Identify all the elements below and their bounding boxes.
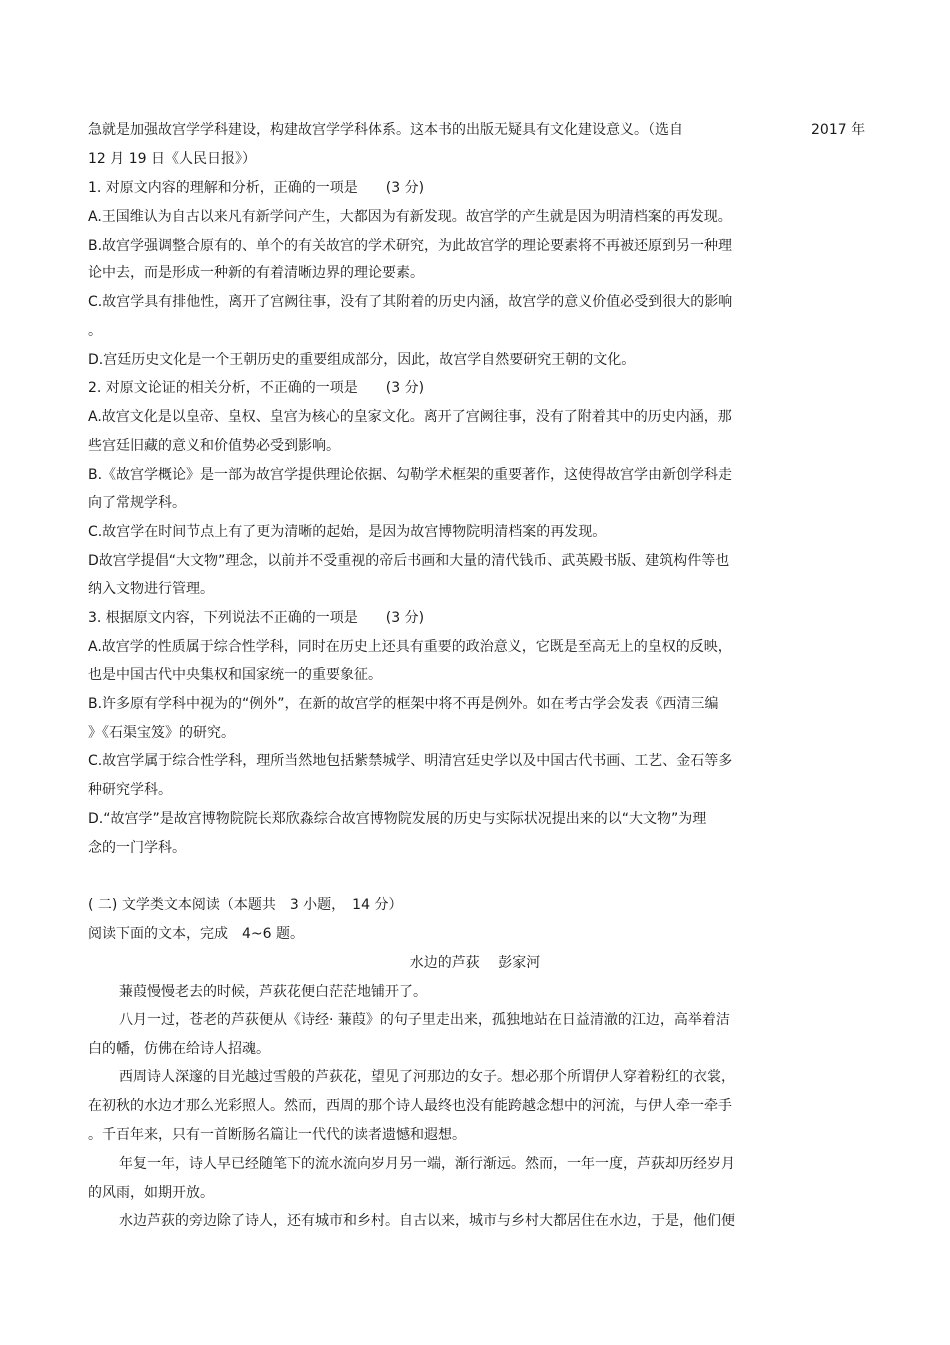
text-line: 论中去，而是形成一种新的有着清晰边界的理论要素。 xyxy=(88,265,424,281)
paragraph-line: 水边芦荻的旁边除了诗人，还有城市和乡村。自古以来，城市与乡村大都居住在水边，于是，他们便 xyxy=(119,1213,735,1229)
text-line: 向了常规学科。 xyxy=(88,495,186,511)
paragraph-line: 。千百年来，只有一首断肠名篇让一代代的读者遗憾和遐想。 xyxy=(88,1127,466,1143)
option-d: D.“故宫学”是故宫博物院院长郑欣淼综合故宫博物院发展的历史与实际状况提出来的以“大文物”为理 xyxy=(88,811,707,827)
paragraph-line: 八月一过，苍老的芦荻便从《诗经· 蒹葭》的句子里走出来，孤独地站在日益清澈的江边，高举着洁 xyxy=(119,1012,730,1028)
option-d: D.宫廷历史文化是一个王朝历史的重要组成部分，因此，故宫学自然要研究王朝的文化。 xyxy=(88,352,636,368)
paragraph-line: 的风雨，如期开放。 xyxy=(88,1185,214,1201)
option-b: B.《故宫学概论》是一部为故宫学提供理论依据、勾勒学术框架的重要著作，这使得故宫学由新创学科走 xyxy=(88,467,733,483)
paragraph-line: 白的幡，仿佛在给诗人招魂。 xyxy=(88,1041,270,1057)
question-3: 3. 根据原文内容，下列说法不正确的一项是 (3 分) xyxy=(88,610,425,626)
article-title: 水边的芦荻 彭家河 xyxy=(409,955,541,971)
instruction-line: 阅读下面的文本，完成 4~6 题。 xyxy=(88,926,304,942)
text-line: 种研究学科。 xyxy=(88,782,172,798)
option-a: A.故宫文化是以皇帝、皇权、皇宫为核心的皇家文化。离开了宫阙往事，没有了附着其中的历史内涵，那 xyxy=(88,409,732,425)
text-line: 些宫廷旧藏的意义和价值势必受到影响。 xyxy=(88,438,340,454)
text-line: 念的一门学科。 xyxy=(88,840,186,856)
option-c: C.故宫学属于综合性学科，理所当然地包括紫禁城学、明清宫廷史学以及中国古代书画、工艺、金石等多 xyxy=(88,753,733,769)
text-line: 急就是加强故宫学学科建设，构建故宫学学科体系。这本书的出版无疑具有文化建设意义。（选自 xyxy=(88,122,683,138)
paragraph-line: 在初秋的水边才那么光彩照人。然而，西周的那个诗人最终也没有能跨越念想中的河流，与伊人牵一牵手 xyxy=(88,1098,732,1114)
text-line: 12 月 19 日《人民日报》） xyxy=(88,151,256,167)
option-b: B.许多原有学科中视为的“例外”，在新的故宫学的框架中将不再是例外。如在考古学会发表《西清三编 xyxy=(88,696,719,712)
paragraph-line: 蒹葭慢慢老去的时候，芦荻花便白茫茫地铺开了。 xyxy=(119,984,427,1000)
question-1: 1. 对原文内容的理解和分析，正确的一项是 (3 分) xyxy=(88,180,425,196)
text-line: 》《石渠宝笈》的研究。 xyxy=(88,725,235,741)
option-d: D故宫学提倡“大文物”理念，以前并不受重视的帝后书画和大量的清代钱币、武英殿书版、建筑构件等也 xyxy=(88,553,730,569)
option-c: C.故宫学具有排他性，离开了宫阙往事，没有了其附着的历史内涵，故宫学的意义价值必受到很大的影响 xyxy=(88,294,733,310)
paragraph-line: 年复一年，诗人早已经随笔下的流水流向岁月另一端，渐行渐远。然而，一年一度，芦荻却历经岁月 xyxy=(119,1156,735,1172)
section-heading: ( 二) 文学类文本阅读（本题共 3 小题， 14 分） xyxy=(88,897,403,913)
text-line: 纳入文物进行管理。 xyxy=(88,581,214,597)
option-c: C.故宫学在时间节点上有了更为清晰的起始，是因为故宫博物院明清档案的再发现。 xyxy=(88,524,607,540)
option-b: B.故宫学强调整合原有的、单个的有关故宫的学术研究，为此故宫学的理论要素将不再被还原到另一种理 xyxy=(88,238,733,254)
text-line: 。 xyxy=(88,323,102,339)
option-a: A.王国维认为自古以来凡有新学问产生，大都因为有新发现。故宫学的产生就是因为明清档案的再发现。 xyxy=(88,209,732,225)
option-a: A.故宫学的性质属于综合性学科，同时在历史上还具有重要的政治意义，它既是至高无上的皇权的反映， xyxy=(88,639,732,655)
paragraph-line: 西周诗人深邃的目光越过雪般的芦荻花，望见了河那边的女子。想必那个所谓伊人穿着粉红的衣裳， xyxy=(119,1069,735,1085)
source-year: 2017 年 xyxy=(811,122,866,138)
text-line: 也是中国古代中央集权和国家统一的重要象征。 xyxy=(88,667,382,683)
question-2: 2. 对原文论证的相关分析，不正确的一项是 (3 分) xyxy=(88,380,425,396)
